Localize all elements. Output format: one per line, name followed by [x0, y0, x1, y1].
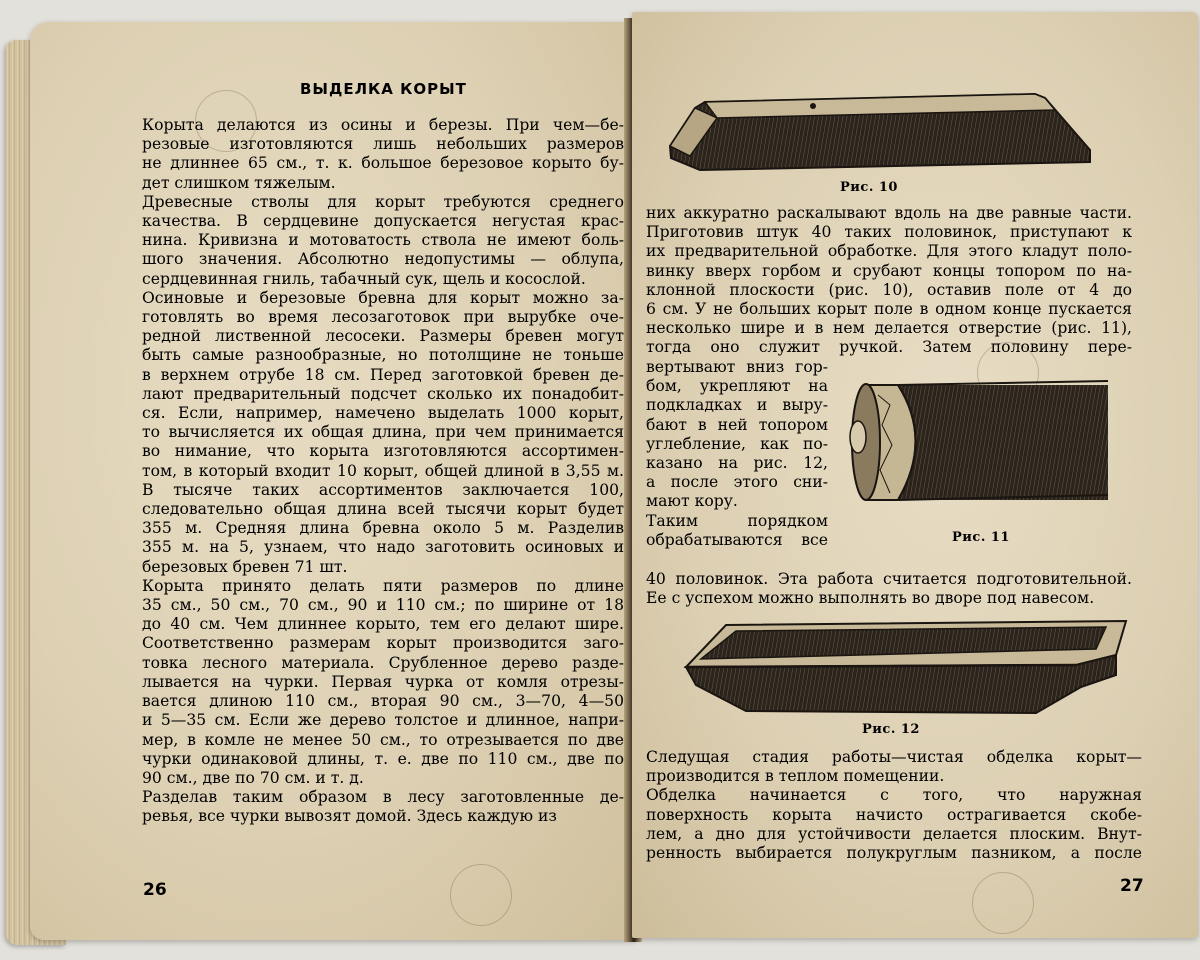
text-line: Ее с успехом можно выполнять во дворе под навесом.: [646, 589, 1095, 608]
figure-11-log-half: [838, 375, 1118, 510]
text-line: бом, укрепляют на: [646, 377, 828, 396]
text-line: шого значения. Абсолютно недопустимы — облупа,: [142, 250, 624, 269]
text-line: углебление, как по-: [646, 434, 828, 453]
right-page-text-bottom: [646, 748, 1142, 863]
text-line: 6 см. У не больших корыт поле в одном конце пускается: [646, 300, 1132, 319]
text-line: бают в ней топором: [646, 415, 828, 434]
text-line: обрабатываются все: [646, 530, 828, 549]
text-line: их предварительной обрабοтке. Для этого кладут поло-: [646, 242, 1132, 261]
text-line: во нимание, что корыта изготовляются ассортимен-: [142, 442, 624, 461]
text-line: дет слишком тяжелым.: [142, 173, 336, 192]
text-line: клонной плоскости (рис. 10), оставив поле от 4 до: [646, 280, 1132, 299]
text-line: редной лиственной лесосеки. Размеры бревен могут: [142, 327, 624, 346]
text-line: Обделка начинается с того, что наружная: [646, 786, 1142, 805]
right-page-text-mid: [646, 570, 1132, 608]
text-line: готовлять во время лесозаготовок при вырубке оче-: [142, 308, 624, 327]
text-line: подкладках и выру-: [646, 396, 828, 415]
text-line: мают кору.: [646, 492, 738, 511]
text-line: до 40 см. Чем длиннее корыто, тем его делают шире.: [142, 615, 624, 634]
right-page-text-top: [646, 204, 1132, 358]
text-line: Древесные стволы для корыт требуются среднего: [142, 192, 624, 211]
text-line: ревья, все чурки вывозят домой. Здесь каждую из: [142, 807, 557, 826]
text-line: ся. Если, например, намечено выделать 1000 корыт,: [142, 404, 624, 423]
text-line: 35 см., 50 см., 70 см., 90 и 110 см.; по ширине от 18: [142, 596, 624, 615]
page-number-left: 26: [143, 880, 167, 900]
text-line: 355 м. на 5, узнаем, что надо заготовить осиновых и: [142, 538, 624, 557]
text-line: 90 см., две по 70 см. и т. д.: [142, 768, 364, 787]
figure-11-caption: Рис. 11: [952, 530, 1010, 545]
text-line: следовательно общая длина всей тысячи корыт будет: [142, 500, 624, 519]
text-line: быть самые разнообразные, но потолщине не тоньше: [142, 346, 624, 365]
text-line: и 5—35 см. Если же дерево толстое и длинное, напри-: [142, 711, 624, 730]
text-line: чурки одинаковой длины, т. е. две по 110 см., две по: [142, 749, 624, 768]
text-line: лем, а дно для устойчивости делается плоским. Внут-: [646, 824, 1142, 843]
text-line: Соответственно размерам корыт производится заго-: [142, 634, 624, 653]
page-number-right: 27: [1120, 876, 1144, 896]
text-line: Таким порядком: [646, 511, 828, 530]
text-line: производится в теплом помещении.: [646, 767, 945, 786]
text-line: нина. Кривизна и мотоватость ствола не имеют боль-: [142, 231, 624, 250]
text-line: В тысяче таких ассортиментов заключается 100,: [142, 480, 624, 499]
text-line: лывается на чурки. Первая чурка от комля отрезы-: [142, 672, 624, 691]
right-page-text-narrow: [646, 358, 828, 550]
text-line: вертывают вниз гор-: [646, 358, 828, 376]
text-line: резовые изготовляются лишь небольших размеров: [142, 135, 624, 154]
text-line: сердцевинная гниль, табачный сук, щель и косослой.: [142, 269, 586, 288]
text-line: том, в который входит 10 корыт, общей длиной в 3,55 м.: [142, 461, 624, 480]
figure-12-hollowed-trough: [676, 615, 1136, 715]
text-line: несколько шире и в нем делается отверстие (рис. 11),: [646, 319, 1132, 338]
text-line: то вычисляется их общая длина, при чем принимается: [142, 423, 624, 442]
text-line: Следущая стадия работы—чистая обделка корыт—: [646, 748, 1142, 766]
text-line: лают предварительный подсчет сколько их понадобит-: [142, 384, 624, 403]
text-line: а после этого сни-: [646, 473, 828, 492]
text-line: вается длиною 110 см., вторая 90 см., 3—70, 4—50: [142, 692, 624, 711]
text-line: 40 половинок. Эта работа считается подготовительной.: [646, 570, 1132, 588]
text-line: Приготовив штук 40 таких половинок, приступают к: [646, 223, 1132, 242]
text-line: казано на рис. 12,: [646, 454, 828, 473]
text-line: тогда оно служит ручкой. Затем половину пере-: [646, 338, 1132, 357]
running-title: ВЫДЕЛКА КОРЫТ: [300, 80, 467, 98]
text-line: березовых бревен 71 шт.: [142, 557, 348, 576]
text-line: мер, в комле не менее 50 см., то отрезывается по две: [142, 730, 624, 749]
text-line: Корыта принято делать пяти размеров по длине: [142, 576, 624, 595]
figure-12-caption: Рис. 12: [862, 722, 920, 737]
left-page-text: [142, 116, 624, 827]
figure-10-caption: Рис. 10: [840, 180, 898, 195]
text-line: 355 м. Средняя длина бревна около 5 м. Разделив: [142, 519, 624, 538]
text-line: Разделав таким образом в лесу заготовленные де-: [142, 788, 624, 807]
text-line: товка лесного материала. Срубленное дерево разде-: [142, 653, 624, 672]
text-line: Осиновые и березовые бревна для корыт можно за-: [142, 288, 624, 307]
text-line: качества. В сердцевине допускается негустая крас-: [142, 212, 624, 231]
text-line: винку вверх горбом и срубают концы топором по на-: [646, 261, 1132, 280]
text-line: ренность выбирается полукруглым пазником, а после: [646, 844, 1142, 863]
text-line: поверхность корыта начисто остpагивается скобе-: [646, 805, 1142, 824]
library-stamp-mark: [972, 872, 1034, 934]
text-line: них аккуратно раскалывают вдоль на две равные части.: [646, 204, 1132, 222]
text-line: Корыта делаются из осины и березы. При чем—бе-: [142, 116, 624, 134]
library-stamp-mark: [450, 864, 512, 926]
figure-10-trough-blank: [665, 88, 1095, 180]
text-line: в верхнем отрубе 18 см. Перед заготовкой бревен де-: [142, 365, 624, 384]
text-line: не длиннее 65 см., т. к. большое березовое корыто бу-: [142, 154, 624, 173]
